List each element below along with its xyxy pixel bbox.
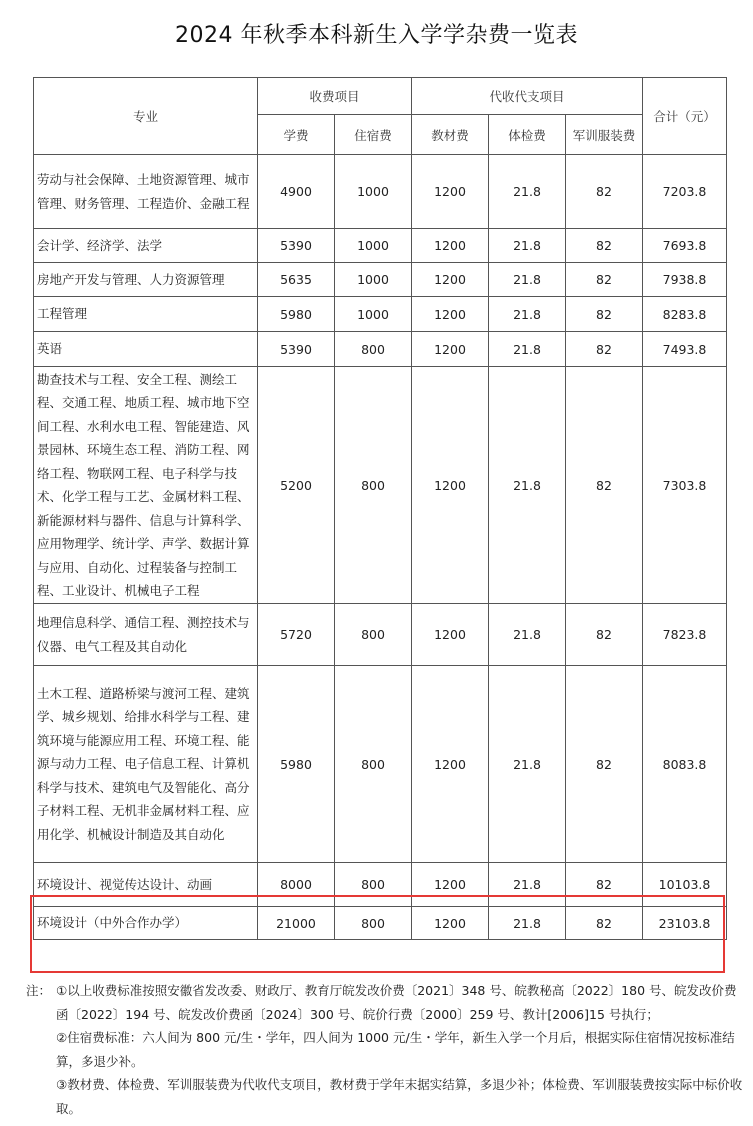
page-title: 2024 年秋季本科新生入学学杂费一览表 [175, 23, 578, 48]
table-row [34, 367, 727, 604]
physical-cell: 21.8 [489, 263, 566, 297]
notes-section [26, 979, 746, 1120]
major-cell: 英语 [34, 332, 258, 367]
note-item: ①以上收费标准按照安徽省发改委、财政厅、教育厅皖发改价费〔2021〕348 号、皖教秘高〔2022〕180 号、皖发改价费函〔2022〕194 号、皖发改价费函〔2024〕300 号、皖价行费〔2000〕259 号、教计[2006]15 号执行； [56, 983, 737, 1022]
uniform-cell: 82 [566, 263, 643, 297]
table-row [34, 863, 727, 907]
table-row [34, 155, 727, 229]
total-cell: 7203.8 [643, 155, 727, 229]
notes-prefix: 注： [26, 983, 52, 998]
table-row [34, 907, 727, 940]
dorm-cell: 1000 [335, 229, 412, 263]
major-cell: 环境设计、视觉传达设计、动画 [34, 863, 258, 907]
physical-cell: 21.8 [489, 229, 566, 263]
dorm-cell: 800 [335, 367, 412, 604]
uniform-cell: 82 [566, 604, 643, 666]
header-fee-group: 收费项目 [258, 78, 412, 115]
tuition-cell: 5720 [258, 604, 335, 666]
dorm-cell: 800 [335, 863, 412, 907]
major-cell: 土木工程、道路桥梁与渡河工程、建筑学、城乡规划、给排水科学与工程、建筑环境与能源应用工程、环境工程、能源与动力工程、电子信息工程、计算机科学与技术、建筑电气及智能化、高分子材料工程、无机非金属材料工程、应用化学、机械设计制造及其自动化 [34, 666, 258, 863]
tuition-cell: 5980 [258, 297, 335, 332]
physical-cell: 21.8 [489, 367, 566, 604]
textbook-cell: 1200 [412, 863, 489, 907]
table-row [34, 604, 727, 666]
table-row [34, 297, 727, 332]
uniform-cell: 82 [566, 332, 643, 367]
total-cell: 7303.8 [643, 367, 727, 604]
header-row-1 [34, 78, 727, 115]
table-row [34, 229, 727, 263]
physical-cell: 21.8 [489, 332, 566, 367]
note-item: ②住宿费标准：六人间为 800 元/生・学年，四人间为 1000 元/生・学年，新生入学一个月后，根据实际住宿情况按标准结算，多退少补。 [56, 1030, 735, 1069]
tuition-cell: 5200 [258, 367, 335, 604]
textbook-cell: 1200 [412, 907, 489, 940]
total-cell: 8083.8 [643, 666, 727, 863]
total-cell: 7938.8 [643, 263, 727, 297]
textbook-cell: 1200 [412, 297, 489, 332]
tuition-cell: 5390 [258, 332, 335, 367]
major-cell: 房地产开发与管理、人力资源管理 [34, 263, 258, 297]
total-cell: 8283.8 [643, 297, 727, 332]
textbook-cell: 1200 [412, 367, 489, 604]
total-cell: 7693.8 [643, 229, 727, 263]
header-total: 合计（元） [643, 78, 727, 155]
uniform-cell: 82 [566, 863, 643, 907]
total-cell: 10103.8 [643, 863, 727, 907]
physical-cell: 21.8 [489, 666, 566, 863]
major-cell: 工程管理 [34, 297, 258, 332]
tuition-cell: 5635 [258, 263, 335, 297]
major-cell: 勘查技术与工程、安全工程、测绘工程、交通工程、地质工程、城市地下空间工程、水利水电工程、智能建造、风景园林、环境生态工程、消防工程、网络工程、物联网工程、电子科学与技术、化学工程与工艺、金属材料工程、新能源材料与器件、信息与计算科学、应用物理学、统计学、声学、数据计算与应用、自动化、过程装备与控制工程、工业设计、机械电子工程 [34, 367, 258, 604]
physical-cell: 21.8 [489, 155, 566, 229]
major-cell: 会计学、经济学、法学 [34, 229, 258, 263]
dorm-cell: 1000 [335, 263, 412, 297]
major-cell: 劳动与社会保障、土地资源管理、城市管理、财务管理、工程造价、金融工程 [34, 155, 258, 229]
header-uniform: 军训服装费 [566, 115, 643, 155]
fee-table [33, 77, 727, 940]
textbook-cell: 1200 [412, 666, 489, 863]
dorm-cell: 800 [335, 332, 412, 367]
total-cell: 7493.8 [643, 332, 727, 367]
dorm-cell: 800 [335, 604, 412, 666]
uniform-cell: 82 [566, 907, 643, 940]
header-dorm: 住宿费 [335, 115, 412, 155]
uniform-cell: 82 [566, 666, 643, 863]
total-cell: 7823.8 [643, 604, 727, 666]
dorm-cell: 800 [335, 907, 412, 940]
tuition-cell: 21000 [258, 907, 335, 940]
tuition-cell: 8000 [258, 863, 335, 907]
header-physical: 体检费 [489, 115, 566, 155]
major-cell: 环境设计（中外合作办学） [34, 907, 258, 940]
header-major: 专业 [34, 78, 258, 155]
dorm-cell: 1000 [335, 155, 412, 229]
physical-cell: 21.8 [489, 297, 566, 332]
tuition-cell: 5980 [258, 666, 335, 863]
physical-cell: 21.8 [489, 863, 566, 907]
textbook-cell: 1200 [412, 263, 489, 297]
textbook-cell: 1200 [412, 604, 489, 666]
table-row [34, 263, 727, 297]
tuition-cell: 5390 [258, 229, 335, 263]
physical-cell: 21.8 [489, 604, 566, 666]
header-tuition: 学费 [258, 115, 335, 155]
textbook-cell: 1200 [412, 229, 489, 263]
uniform-cell: 82 [566, 229, 643, 263]
header-textbook: 教材费 [412, 115, 489, 155]
textbook-cell: 1200 [412, 332, 489, 367]
table-row [34, 332, 727, 367]
uniform-cell: 82 [566, 367, 643, 604]
textbook-cell: 1200 [412, 155, 489, 229]
tuition-cell: 4900 [258, 155, 335, 229]
major-cell: 地理信息科学、通信工程、测控技术与仪器、电气工程及其自动化 [34, 604, 258, 666]
total-cell: 23103.8 [643, 907, 727, 940]
uniform-cell: 82 [566, 155, 643, 229]
header-collect-group: 代收代支项目 [412, 78, 643, 115]
dorm-cell: 1000 [335, 297, 412, 332]
physical-cell: 21.8 [489, 907, 566, 940]
note-item: ③教材费、体检费、军训服装费为代收代支项目，教材费于学年末据实结算，多退少补；体检费、军训服装费按实际中标价收取。 [56, 1077, 743, 1116]
uniform-cell: 82 [566, 297, 643, 332]
dorm-cell: 800 [335, 666, 412, 863]
table-row [34, 666, 727, 863]
